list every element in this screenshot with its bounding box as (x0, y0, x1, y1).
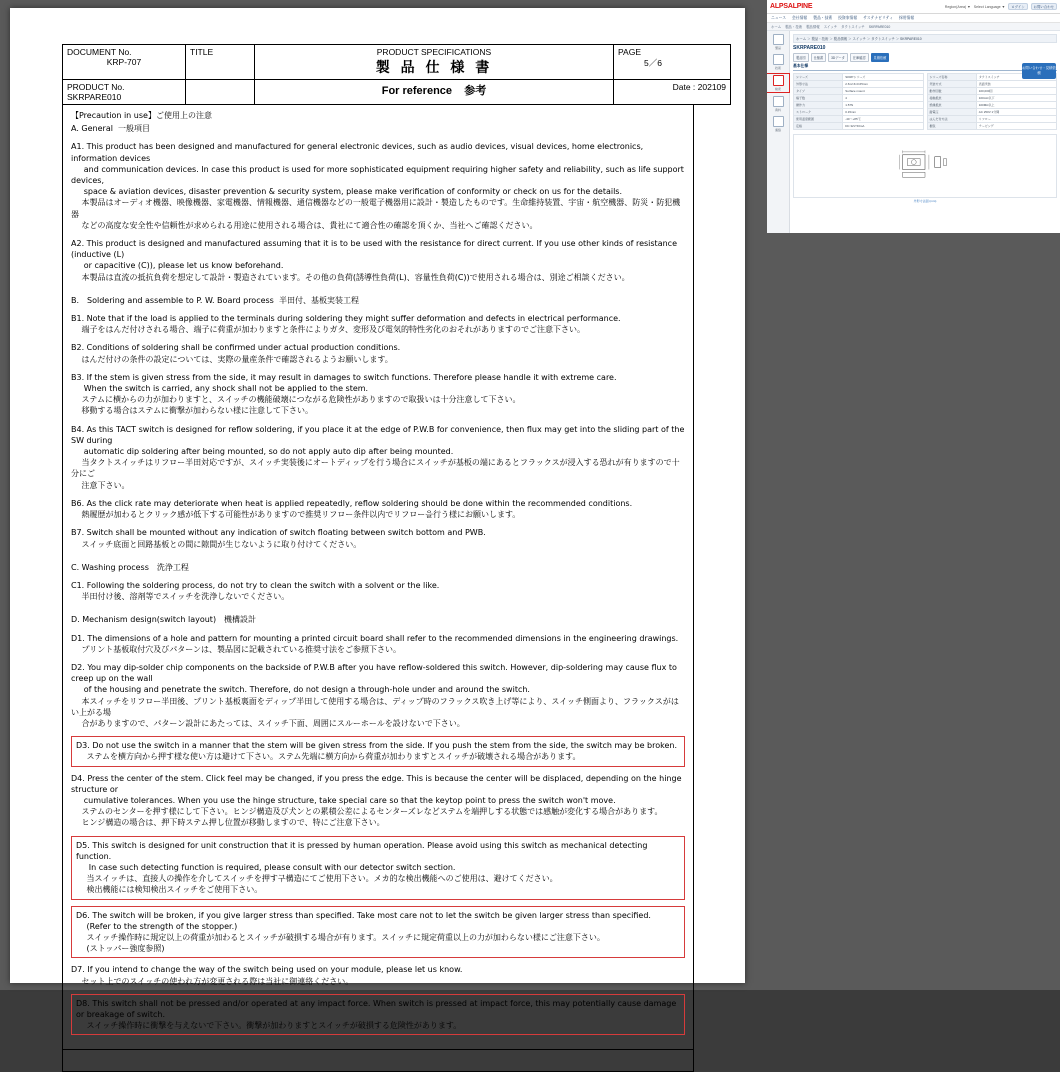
for-reference-en: For reference (381, 85, 453, 97)
spec-row (794, 81, 924, 88)
subnav-products-tech[interactable]: 製品・技術 (785, 25, 803, 29)
clause-line: of the housing and penetrate the switch. Therefore, do not design a through-hole under and around the switch. (71, 685, 530, 695)
clause-line: 本スイッチをリフロー半田後、プリント基板裏面をディップ半田して使用する場合は、ディップ時のフラックス吹き上げ等により、スイッチ側面より、フラックスがはい上がる場 (71, 696, 679, 717)
spec-key: はんだ付方法 (927, 116, 976, 123)
search-icon (773, 75, 784, 86)
clause-line: B7. Switch shall be mounted without any indication of switch floating between switch bottom and PWB. (71, 528, 486, 538)
drawing-caption: 外形寸法図 (mm) (913, 199, 937, 203)
spec-value: テーピング (976, 123, 1056, 130)
login-button[interactable]: ログイン (1008, 3, 1027, 10)
document-header-table (62, 44, 731, 105)
spec-key: 定格 (794, 123, 843, 130)
nav-news[interactable]: ニュース (771, 15, 786, 20)
section-heading: B. Soldering and assemble to P. W. Board process 半田付、基板実装工程 (71, 295, 359, 305)
clause-line: 本製品はオーディオ機器、映像機器、家電機器、情報機器、通信機器などの一般電子機器用に設計・製造したものです。生命維持装置、宇宙・航空機器、防災・防犯機器 (71, 198, 681, 219)
spec-value: 100mΩ以下 (976, 95, 1056, 102)
stock-check-button[interactable]: 在庫確認 (850, 53, 869, 62)
spec-row (794, 74, 924, 81)
section-heading: A. General 一般項目 (71, 124, 151, 134)
page-value: 5／6 (644, 58, 662, 68)
subnav-product-info[interactable]: 製品情報 (806, 25, 820, 29)
highlighted-clause (71, 736, 685, 766)
sidebar-item-label: 検索 (774, 87, 781, 91)
spec-key: 使用温度範囲 (794, 116, 843, 123)
clause-line: B3. If the stem is given stress from the side, it may result in damages to switch functions. Therefore please handle it with extreme care. (71, 372, 617, 382)
title-value-cell (255, 45, 614, 80)
clause (71, 238, 685, 283)
spec-row (794, 95, 924, 102)
browser-topbar (767, 0, 1060, 14)
clause-line: A1. This product has been designed and manufactured for general electronic devices, such as audio devices, visual devices, home electronics, information devices (71, 142, 646, 163)
spec-value: リフロー (976, 116, 1056, 123)
breadcrumb: ホーム ＞ 製品・技術 ＞ 製品情報 ＞ スイッチ ＞ タクトスイッチ ＞ SKRPARE010 (793, 34, 1057, 43)
specification-document (62, 44, 726, 1072)
browser-sub-nav[interactable] (767, 23, 1060, 31)
spec-value: AC 250V 1分間 (976, 109, 1056, 116)
nav-careers[interactable]: 採用情報 (898, 15, 915, 20)
spec-row (927, 88, 1057, 95)
for-reference (259, 82, 609, 98)
spec-row (794, 116, 924, 123)
spec-key: シリーズ名称 (927, 74, 976, 81)
clause (71, 342, 685, 364)
clause (71, 527, 685, 549)
quote-request-button[interactable]: 見積依頼 (871, 53, 890, 62)
for-reference-cell (255, 80, 614, 105)
spec-value: Surface mount (843, 88, 923, 95)
spec-key: 絶縁抵抗 (927, 102, 976, 109)
product-no-label: PRODUCT No. (67, 82, 125, 92)
sidebar-item-label: 技術 (774, 66, 781, 70)
highlighted-clause (71, 994, 685, 1036)
basic-spec-heading: 基本仕様 (793, 64, 1057, 71)
spec-key: 接触抵抗 (927, 95, 976, 102)
clause-line: automatic dip soldering after being mounted, so do not apply auto dip after being mounted. (71, 447, 454, 457)
sidebar-item-2[interactable] (767, 74, 789, 92)
sidebar-item-label: 製品 (774, 46, 781, 50)
clause-line: D7. If you intend to change the way of the switch being used on your module, please let us know. (71, 965, 463, 975)
clause-line: 熱履歴が加わるとクリック感が低下する可能性がありますので推奨リフロー条件以内でリフロー을行う様にお願いします。 (71, 510, 521, 520)
clause-line: 合がありますので、パターン設計にあたっては、スイッチ下面、周囲にスルーホールを設けないで下さい。 (71, 718, 465, 728)
empty-cell (186, 80, 255, 105)
clause (71, 313, 685, 335)
clause (71, 372, 685, 417)
clause-line: D4. Press the center of the stem. Click feel may be changed, if you press the edge. This is because the center will be displaced, depending on the hinge structure or (71, 773, 685, 794)
spec-value: 1.57N (843, 102, 923, 109)
clause-line: (Refer to the strength of the stopper.) (76, 921, 238, 931)
page-title: SKRPARE010 (793, 45, 826, 51)
alps-alpine-logo (770, 3, 812, 10)
sidebar-item-label: 連絡 (774, 128, 781, 132)
clause-line: D5. This switch is designed for unit construction that it is pressed by human operation. Please avoid using this switch as mechanical detecting function. (76, 840, 650, 861)
clause-line: When the switch is carried, any shock shall not be applied to the stem. (71, 384, 369, 394)
clause (71, 662, 685, 729)
precaution-sections (71, 123, 685, 1035)
clause-line: D6. The switch will be broken, if you give larger stress than specified. Take most care not to let the switch be given larger stress than specified. (76, 910, 651, 920)
clause-line: D2. You may dip-solder chip components on the backside of P.W.B after you have reflow-soldered this switch. However, dip-soldering may cause flux to creep up on the wall (71, 662, 680, 684)
clause-line: 当スイッチは、直接人の操作を介してスイッチを押す구構造にてご使用下さい。メカ的な検出機能へのご使用は、避けてください。 (76, 874, 558, 884)
clause-line: 検出機能には検知検出スイッチをご使用下さい。 (76, 885, 263, 895)
spec-row (794, 102, 924, 109)
spec-value: 0.15mm (843, 109, 923, 116)
section-heading: D. Mechanism design(switch layout) 機構設計 (71, 615, 257, 625)
title-jp: 製 品 仕 様 書 (375, 60, 493, 76)
document-page (10, 8, 745, 1031)
spec-key: ストローク (794, 109, 843, 116)
clause-line: ステムのセンターを押す様にして下さい。ヒンジ構造及び犬ンとの累積公差によるセンターズレなどステムを端押しする状態では感触が変化する場合があります。 (71, 807, 663, 817)
clause-line: プリント基板取付穴及びパターンは、製品図に記載されている推奨寸法をご参照下さい。 (71, 644, 402, 654)
spec-row (927, 81, 1057, 88)
doc-no-label: DOCUMENT No. (67, 47, 132, 57)
product-dimension-drawing (886, 143, 964, 189)
drawing-button[interactable]: 製品図 (793, 53, 809, 62)
spec-key: タイプ (794, 88, 843, 95)
clause (71, 141, 685, 231)
sidebar-item-label: 資料 (774, 108, 781, 112)
spec-table-right (927, 73, 1058, 130)
clause-line: 半田付け後、溶剤等でスイッチを洗浄しないでください。 (71, 592, 290, 602)
clause-line: 当タクトスイッチはリフロー半田対応ですが、スイッチ実装後にオートディップを行う場合にスイッチが基板の端にあるとフラックスが浸入する恐れが有りますので十分にご (71, 458, 680, 479)
mail-icon (773, 116, 784, 127)
spec-sheet-button[interactable]: 仕様書 (811, 53, 827, 62)
box-icon (773, 34, 784, 45)
clause-line: D3. Do not use the switch in a manner that the stem will be given stress from the side. If you push the stem from the side, the switch may be broken. (76, 741, 677, 751)
clause-line: 本製品は直流の抵抗負荷を想定して設計・製造されています。その他の負荷(誘導性負荷(L)、容量性負荷(C))で使用される場合は、別途ご相談ください。 (71, 272, 630, 282)
logo-alps-text: ALPS (770, 3, 788, 10)
clause-line: B6. As the click rate may deteriorate when heat is applied repeatedly, reflow soldering should be done within the recommended conditions. (71, 498, 633, 508)
spec-row (794, 88, 924, 95)
spec-key: 梱包 (927, 123, 976, 130)
spec-value: 100MΩ以上 (976, 102, 1056, 109)
clause-line: and communication devices. In case this product is used for more sophisticated equipment requiring higher safety and reliability, such as life support devices, (71, 164, 687, 186)
gear-icon (773, 54, 784, 65)
spec-value: 表面実装 (976, 81, 1056, 88)
spec-row (927, 116, 1057, 123)
subnav-home[interactable]: ホーム (771, 25, 782, 29)
page-label: PAGE (618, 47, 641, 57)
sidebar-item-3[interactable] (767, 96, 789, 112)
doc-no-cell (63, 45, 186, 80)
nav-sustainability[interactable]: サステナビリティ (863, 15, 893, 20)
clause-line: A2. This product is designed and manufactured assuming that it is to be used with the resistance for direct current. If you use other kinds of resistance (inductive (L) (71, 239, 680, 260)
browser-top-links (945, 3, 1057, 10)
spec-value: SKRPシリーズ (843, 74, 923, 81)
clause (71, 773, 685, 829)
clause (71, 424, 685, 491)
date-cell (614, 80, 731, 105)
clause-line: ヒンジ構造の場合は、押下時ステム押し位置が移動しますので、特にご注意下さい。 (71, 818, 385, 828)
spec-key: 動作回数 (927, 88, 976, 95)
spec-row (927, 123, 1057, 130)
doc-no-value: KRP-707 (106, 57, 142, 67)
clause-line: セット上でのスイッチの使われ方が変更される際は当社に御連絡ください。 (71, 976, 354, 986)
clause-line: B2. Conditions of soldering shall be confirmed under actual production conditions. (71, 343, 401, 353)
clause-line: ステムに横からの力が加わりますと、スイッチの機能破壊につながる危険性がありますので取扱いは十分注意して下さい。 (71, 395, 521, 405)
contact-button[interactable]: お問い合わせ (1031, 3, 1057, 10)
date-value: Date : 202109 (672, 82, 726, 92)
document-footer-band (62, 1050, 694, 1072)
browser-window (767, 0, 1060, 233)
sidebar-item-0[interactable] (767, 34, 789, 50)
spec-row (927, 109, 1057, 116)
browser-content (790, 31, 1060, 233)
product-no-value: SKRPARE010 (67, 92, 122, 102)
clause-line: 端子をはんだ付けされる場合、端子に荷重が加わりますと条件によりガタ、変形及び電気的特性劣化のおそれがありますのでご注意下さい。 (71, 325, 586, 335)
clause-line: cumulative tolerances. When you use the hinge structure, take special care so that the keytop point to press the switch won't move. (71, 795, 616, 805)
spec-value: 2.6×2.6×0.65mm (843, 81, 923, 88)
sidebar-item-1[interactable] (767, 54, 789, 70)
clause-line: D8. This switch shall not be pressed and/or operated at any impact force. When switch is pressed at impact force, this may potentially cause damage or breakage of switch. (76, 998, 679, 1019)
clause-line: スイッチ底面と回路基板との間に隙間が生じないように取り付けてください。 (71, 539, 362, 549)
clause-line: or capacitive (C)), please let us know beforehand. (71, 261, 284, 271)
nav-investors[interactable]: 投資家情報 (838, 15, 858, 20)
subnav-part-no[interactable]: SKRPARE010 (868, 24, 891, 29)
nav-products[interactable]: 製品・技術 (813, 15, 833, 20)
contact-quote-cta[interactable]: お問い合わせ・見積依頼 (1022, 63, 1056, 79)
section-heading: C. Washing process 洗浄工程 (71, 562, 189, 572)
spec-key: 外形寸法 (794, 81, 843, 88)
clause-line: はんだ付けの条件の設定については、実際の量産条件で確認されるようお願いします。 (71, 354, 393, 364)
page-cell (614, 45, 731, 80)
clause-line: (ストッパー強度参照) (76, 944, 165, 954)
spec-value: タクトスイッチ (976, 74, 1056, 81)
spec-value: 4 (843, 95, 923, 102)
clause (71, 964, 685, 986)
clause (71, 633, 685, 655)
spec-tables (793, 73, 1057, 130)
three-d-data-button[interactable]: 3Dデータ (828, 53, 848, 62)
clause-line: space & aviation devices, disaster prevention & security system, please make verification of conformity or check on us for the details. (71, 187, 623, 197)
drawing-panel (793, 134, 1057, 198)
browser-sidebar[interactable] (767, 31, 790, 233)
clause-line: ステムを横方向から押す様な使い方は避けて下さい。ステム先端に横方向から荷重が加わりますとスイッチが破壊される場合があります。 (76, 752, 581, 762)
doc-icon (773, 96, 784, 107)
nav-company[interactable]: 会社情報 (792, 15, 808, 20)
browser-main (767, 31, 1060, 233)
clause-line: スイッチ操作時に規定以上の荷重が加わるとスイッチが破損する場合が有ります。スイッチに規定荷重以上の力が加わらない様にご注意下さい。 (76, 932, 605, 942)
subnav-tact-switch[interactable]: タクトスイッチ (841, 25, 865, 29)
clause-line: 移動する場合はステムに衝撃が加わらない様に注意して下さい。 (71, 406, 313, 416)
clause-line: 注意下さい。 (71, 480, 130, 490)
clause-line: スイッチ操作時に衝撃を与えないで下さい。衝撃が加わりますとスイッチが破損する危険性があります。 (76, 1021, 462, 1031)
clause-line: D1. The dimensions of a hole and pattern for mounting a printed circuit board shall refer to the recommended dimensions in the engineering drawings. (71, 633, 679, 643)
logo-alpine-text: ALPINE (787, 3, 813, 10)
highlighted-clause (71, 836, 685, 900)
product-no-cell (63, 80, 186, 105)
highlighted-clause (71, 906, 685, 959)
language-selector[interactable]: Select Language ▼ (973, 4, 1006, 9)
title-label-cell: TITLE (186, 45, 255, 80)
spec-table-left (793, 73, 924, 130)
clause-line: などの高度な安全性や信頼性が求められる用途に使用される場合は、貴社にて適合性の確認を頂くか、当社へご確認ください。 (71, 220, 538, 230)
clause-line: B1. Note that if the load is applied to the terminals during soldering they might suffer deformation and defects in electrical performance. (71, 314, 621, 324)
spec-row (794, 109, 924, 116)
spec-value: DC 32V 50mA (843, 123, 923, 130)
clause-line: C1. Following the soldering process, do not try to clean the switch with a solvent or the like. (71, 580, 440, 590)
product-action-buttons[interactable] (793, 53, 1057, 62)
subnav-switch[interactable]: スイッチ (823, 25, 838, 29)
spec-key: シリーズ (794, 74, 843, 81)
spec-value: -40～+85℃ (843, 116, 923, 123)
spec-key: 実装方式 (927, 81, 976, 88)
spec-row (927, 95, 1057, 102)
spec-key: 耐電圧 (927, 109, 976, 116)
sidebar-item-4[interactable] (767, 116, 789, 132)
spec-key: 操作力 (794, 102, 843, 109)
spec-row (927, 102, 1057, 109)
clause (71, 498, 685, 520)
document-body (62, 105, 694, 1050)
spec-row (794, 123, 924, 130)
clause-line: B4. As this TACT switch is designed for reflow soldering, if you place it at the edge of P.W.B for convenience, then flux may get into the sliding part of the SW during (71, 424, 687, 445)
region-selector[interactable]: Region(Area) ▼ (944, 4, 971, 9)
clause (71, 580, 685, 602)
spec-value: 100,000回 (976, 88, 1056, 95)
title-en: PRODUCT SPECIFICATIONS (376, 47, 492, 57)
spec-key: 端子数 (794, 95, 843, 102)
clause-line: In case such detecting function is required, please consult with our detector switch section. (76, 862, 456, 872)
for-reference-jp: 参考 (464, 85, 487, 97)
browser-main-nav[interactable] (767, 14, 1060, 23)
precaution-title: 【Precaution in use】ご使用上の注意 (71, 111, 212, 120)
